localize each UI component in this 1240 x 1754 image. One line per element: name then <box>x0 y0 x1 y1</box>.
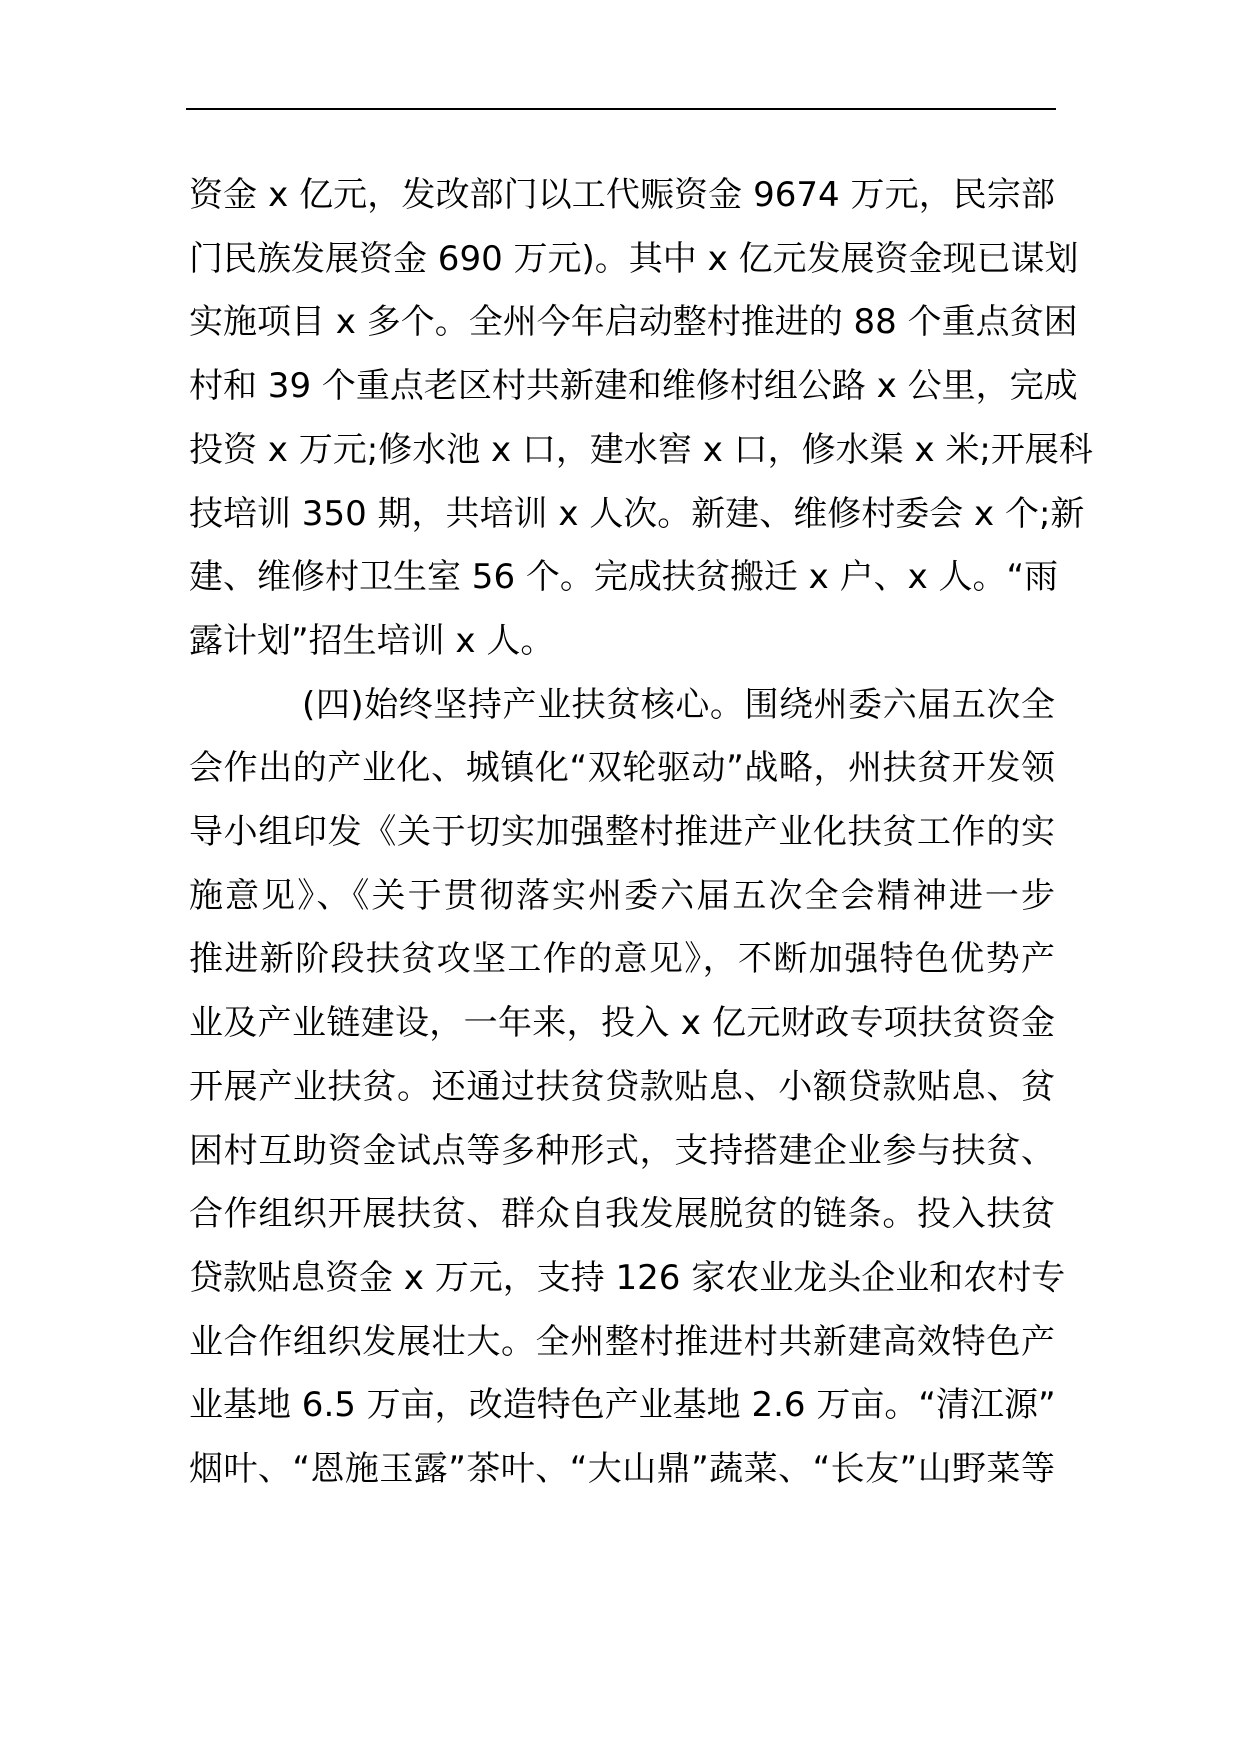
text-line: 困村互助资金试点等多种形式，支持搭建企业参与扶贫、 <box>189 1130 1055 1171</box>
text-line: 业基地 6.5 万亩，改造特色产业基地 2.6 万亩。“清江源” <box>189 1385 1056 1426</box>
text-line: 投资 x 万元;修水池 x 口，建水窖 x 口，修水渠 x 米;开展科 <box>189 429 1093 470</box>
document-body <box>189 164 1093 1502</box>
header-rule <box>186 108 1056 110</box>
text-line: 资金 x 亿元，发改部门以工代赈资金 9674 万元，民宗部 <box>189 175 1055 215</box>
text-line: 实施项目 x 多个。全州今年启动整村推进的 88 个重点贫困 <box>189 302 1078 343</box>
paragraph-1 <box>189 164 1093 674</box>
text-line: 推进新阶段扶贫攻坚工作的意见》，不断加强特色优势产 <box>189 939 1055 980</box>
text-line: 门民族发展资金 690 万元)。其中 x 亿元发展资金现已谋划 <box>189 238 1079 279</box>
text-line: 施意见》、《关于贯彻落实州委六届五次全会精神进一步 <box>189 875 1055 916</box>
text-line: 会作出的产业化、城镇化“双轮驱动”战略，州扶贫开发领 <box>189 748 1055 789</box>
text-line: (四)始终坚持产业扶贫核心。围绕州委六届五次全 <box>302 684 1055 725</box>
text-line: 村和 39 个重点老区村共新建和维修村组公路 x 公里，完成 <box>189 366 1078 407</box>
text-line: 露计划”招生培训 x 人。 <box>189 620 555 661</box>
text-line: 技培训 350 期，共培训 x 人次。新建、维修村委会 x 个;新 <box>189 493 1085 534</box>
text-line: 开展产业扶贫。还通过扶贫贷款贴息、小额贷款贴息、贫 <box>189 1066 1055 1107</box>
text-line: 贷款贴息资金 x 万元，支持 126 家农业龙头企业和农村专 <box>189 1257 1066 1298</box>
text-line: 业及产业链建设，一年来，投入 x 亿元财政专项扶贫资金 <box>189 1003 1055 1044</box>
text-line: 建、维修村卫生室 56 个。完成扶贫搬迁 x 户、x 人。“雨 <box>189 557 1059 598</box>
paragraph-2 <box>189 674 1066 1502</box>
text-line: 业合作组织发展壮大。全州整村推进村共新建高效特色产 <box>189 1321 1055 1362</box>
text-line: 烟叶、“恩施玉露”茶叶、“大山鼎”蔬菜、“长友”山野菜等 <box>189 1449 1055 1490</box>
text-line: 合作组织开展扶贫、群众自我发展脱贫的链条。投入扶贫 <box>189 1194 1055 1235</box>
text-line: 导小组印发《关于切实加强整村推进产业化扶贫工作的实 <box>189 812 1055 853</box>
